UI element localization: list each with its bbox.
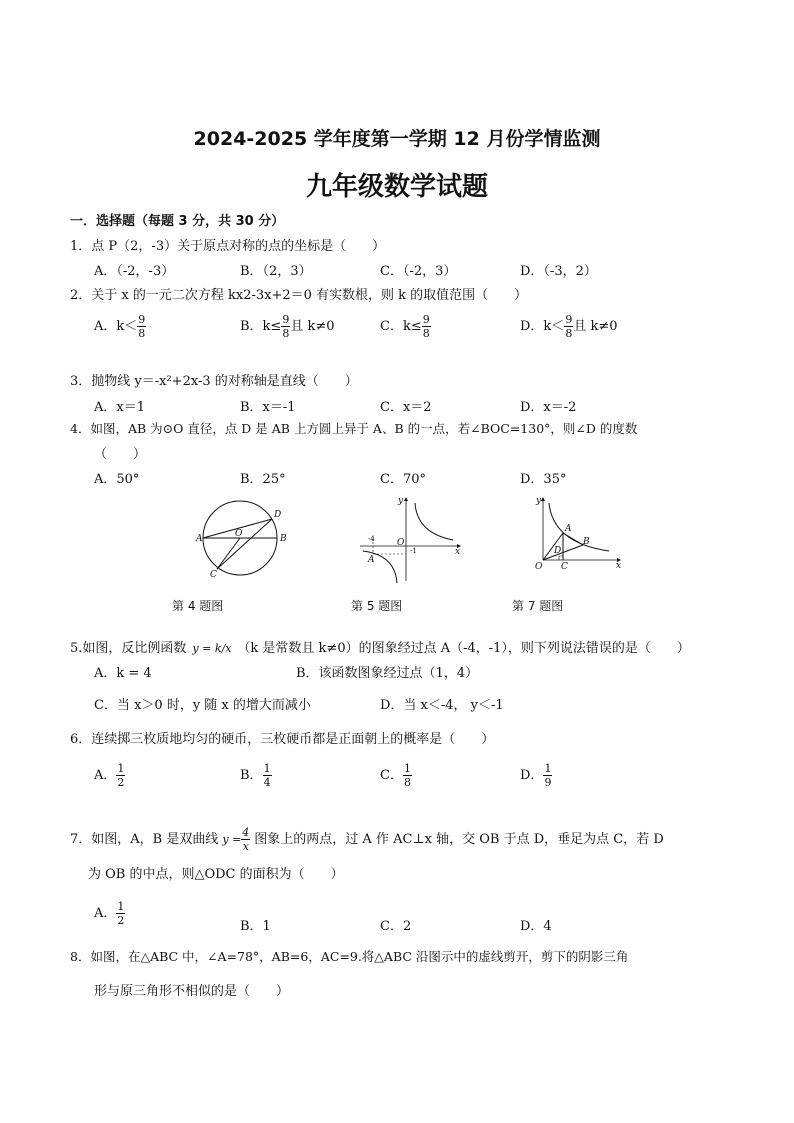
fraction-numerator: 1 <box>263 762 271 775</box>
q4-option-d: D．35° <box>520 472 567 487</box>
q7-stem-post: 图象上的两点，过 A 作 AC⊥x 轴，交 OB 于点 D，垂足为点 C，若 D <box>254 832 664 847</box>
fraction-denominator: 2 <box>117 776 125 789</box>
q1-option-d: D．（-3，2） <box>520 264 597 279</box>
q2-option-a <box>94 313 146 340</box>
segment-ab <box>563 533 583 545</box>
q4-option-a: A．50° <box>94 472 140 487</box>
question-5-stem <box>70 637 690 656</box>
q6-fraction-c <box>403 762 412 789</box>
fraction-numerator: 9 <box>422 313 430 326</box>
figure-4-caption: 第 4 题图 <box>172 599 224 613</box>
q5-stem-pre: 5.如图，反比例函数 <box>70 641 187 656</box>
fraction-numerator: 4 <box>242 826 250 839</box>
q6-option-c <box>380 762 412 789</box>
fraction-denominator: 8 <box>422 327 430 340</box>
fig5-label-a: A <box>368 555 375 565</box>
hyperbola-branch-1 <box>415 503 453 540</box>
q2-fraction-c <box>422 313 431 340</box>
q6-option-d <box>520 762 552 789</box>
fraction-denominator: x <box>242 840 249 853</box>
fig4-label-d: D <box>274 510 282 520</box>
figure-7-hyperbola-diagram <box>525 495 625 577</box>
fig4-label-c: C <box>210 570 217 580</box>
fraction-denominator: 2 <box>117 914 125 927</box>
q7-stem-pre: 7．如图，A，B 是双曲线 <box>70 832 219 847</box>
y-axis-arrow <box>541 497 545 501</box>
q1-option-b: B．（2，3） <box>240 264 312 279</box>
fig5-label-neg1: -1 <box>410 547 417 555</box>
q7-option-d: D．4 <box>520 919 552 934</box>
question-4-stem-line2: （ ） <box>94 447 147 462</box>
fig4-label-a: A <box>196 534 203 544</box>
fraction-numerator: 1 <box>117 900 125 913</box>
q7-function-fraction <box>241 826 250 853</box>
radius-oc <box>217 538 240 569</box>
fig5-label-neg4: -4 <box>368 535 375 543</box>
hyperbola-curve <box>549 503 609 551</box>
q2-fraction-a <box>137 313 146 340</box>
q6-option-c-label: C． <box>380 768 403 783</box>
fig5-label-o: O <box>397 538 405 548</box>
q1-option-a: A．（-2，-3） <box>94 264 175 279</box>
q7-option-a-label: A． <box>94 906 117 921</box>
fig7-label-b: B <box>583 537 590 547</box>
q5-option-d: D．当 x＜-4， y＜-1 <box>380 698 504 713</box>
q2-option-b <box>240 313 335 340</box>
section-title: 一．选择题（每题 3 分，共 30 分） <box>70 214 285 229</box>
q2-option-a-prefix: A．k＜ <box>94 319 138 334</box>
fraction-denominator: 4 <box>263 776 271 789</box>
fig7-label-x: x <box>616 561 622 571</box>
q5-option-b: B．该函数图象经过点（1，4） <box>296 666 479 681</box>
q2-option-d-suffix: 且 k≠0 <box>573 319 618 334</box>
fraction-denominator: 8 <box>403 776 411 789</box>
fraction-numerator: 9 <box>138 313 146 326</box>
y-axis-arrow <box>404 497 408 501</box>
figure-5-caption: 第 5 题图 <box>351 599 403 613</box>
question-8-stem-line2: 形与原三角形不相似的是（ ） <box>94 984 290 999</box>
fig7-label-d: D <box>554 546 562 556</box>
fraction-denominator: 8 <box>282 327 290 340</box>
q2-option-b-suffix: 且 k≠0 <box>290 319 335 334</box>
fig7-label-y: y <box>536 496 542 506</box>
fig7-label-c: C <box>561 562 568 572</box>
fig4-label-o: O <box>235 529 243 539</box>
q6-fraction-d <box>543 762 552 789</box>
fraction-denominator: 8 <box>565 327 573 340</box>
q2-option-d-prefix: D．k＜ <box>520 319 565 334</box>
q3-option-c: C．x＝2 <box>380 400 432 415</box>
fraction-numerator: 1 <box>544 762 552 775</box>
q5-stem-post: （k 是常数且 k≠0）的图象经过点 A（-4，-1），则下列说法错误的是（ ） <box>237 641 690 656</box>
figure-7-caption: 第 7 题图 <box>512 599 564 613</box>
fraction-numerator: 9 <box>282 313 290 326</box>
fig5-label-x: x <box>455 547 461 557</box>
figure-4-circle-diagram <box>195 495 295 585</box>
question-7-stem <box>70 826 664 853</box>
q5-function: y = k/x <box>192 642 232 655</box>
q2-option-c-prefix: C．k≤ <box>380 319 422 334</box>
q6-option-d-label: D． <box>520 768 544 783</box>
q6-option-b <box>240 762 272 789</box>
q3-option-d: D．x＝-2 <box>520 400 577 415</box>
exam-title: 2024-2025 学年度第一学期 12 月份学情监测 <box>193 128 601 150</box>
q7-option-b: B．1 <box>240 919 271 934</box>
question-2-stem: 2．关于 x 的一元二次方程 kx2-3x+2＝0 有实数根，则 k 的取值范围（ ） <box>70 288 528 303</box>
q3-option-b: B．x＝-1 <box>240 400 296 415</box>
q6-option-a-label: A． <box>94 768 117 783</box>
fraction-numerator: 1 <box>117 762 125 775</box>
q2-option-c <box>380 313 431 340</box>
q2-option-d <box>520 313 618 340</box>
fig5-label-y: y <box>398 496 404 506</box>
exam-subtitle: 九年级数学试题 <box>305 172 488 202</box>
q7-option-c: C．2 <box>380 919 412 934</box>
fraction-denominator: 9 <box>544 776 552 789</box>
q6-option-b-label: B． <box>240 768 263 783</box>
q7-fraction-a <box>116 900 125 927</box>
right-angle-mark <box>559 556 563 560</box>
question-7-stem-line2: 为 OB 的中点，则△ODC 的面积为（ ） <box>88 867 344 882</box>
q6-fraction-b <box>263 762 272 789</box>
fraction-denominator: 8 <box>138 327 146 340</box>
q5-option-c: C．当 x＞0 时，y 随 x 的增大而减小 <box>94 698 311 713</box>
q3-option-a: A．x＝1 <box>94 400 145 415</box>
question-1-stem: 1．点 P（2，-3）关于原点对称的点的坐标是（ ） <box>70 239 386 254</box>
q4-option-b: B．25° <box>240 472 286 487</box>
fig7-label-a: A <box>565 524 572 534</box>
figure-5-hyperbola-diagram <box>355 495 465 585</box>
q6-option-a <box>94 762 125 789</box>
question-4-stem-line1: 4．如图，AB 为⊙O 直径，点 D 是 AB 上方圆上异于 A、B 的一点，若∠BOC=130°，则∠D 的度数 <box>70 421 638 436</box>
fig7-label-o: O <box>535 562 543 572</box>
question-3-stem: 3．抛物线 y＝-x²+2x-3 的对称轴是直线（ ） <box>70 374 358 389</box>
q2-option-b-prefix: B．k≤ <box>240 319 282 334</box>
question-8-stem-line1: 8．如图，在△ABC 中，∠A=78°，AB=6，AC=9.将△ABC 沿图示中的虚线剪开，剪下的阴影三角 <box>70 949 629 964</box>
q2-fraction-d <box>564 313 573 340</box>
fraction-numerator: 1 <box>403 762 411 775</box>
q6-fraction-a <box>116 762 125 789</box>
q5-option-a: A．k = 4 <box>94 666 152 681</box>
fig4-label-b: B <box>280 534 287 544</box>
q7-option-a <box>94 900 125 927</box>
question-6-stem: 6．连续掷三枚质地均匀的硬币，三枚硬币都是正面朝上的概率是（ ） <box>70 732 495 747</box>
q1-option-c: C．（-2，3） <box>380 264 457 279</box>
fraction-numerator: 9 <box>565 313 573 326</box>
q4-option-c: C．70° <box>380 472 426 487</box>
q7-function-lhs: y = <box>222 833 242 846</box>
q2-fraction-b <box>281 313 290 340</box>
